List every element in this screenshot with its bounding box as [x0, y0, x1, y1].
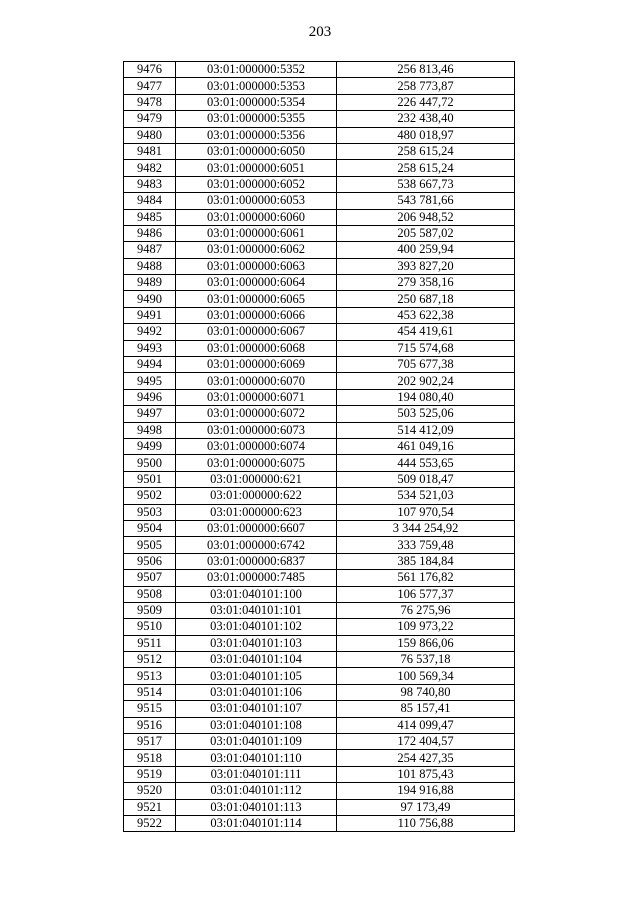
row-number-cell: 9515 — [124, 701, 176, 717]
cadastral-number-cell: 03:01:040101:106 — [176, 684, 337, 700]
row-number-cell: 9509 — [124, 602, 176, 618]
table-row — [124, 291, 515, 307]
cadastral-value-cell: 258 615,24 — [337, 160, 515, 176]
row-number-cell: 9505 — [124, 537, 176, 553]
row-number-cell: 9513 — [124, 668, 176, 684]
cadastral-number-cell: 03:01:000000:6053 — [176, 193, 337, 209]
cadastral-number-cell: 03:01:000000:6075 — [176, 455, 337, 471]
row-number-cell: 9503 — [124, 504, 176, 520]
table-row — [124, 94, 515, 110]
row-number-cell: 9488 — [124, 258, 176, 274]
table-row — [124, 438, 515, 454]
table-row — [124, 127, 515, 143]
table-row — [124, 635, 515, 651]
row-number-cell: 9490 — [124, 291, 176, 307]
cadastral-number-cell: 03:01:040101:103 — [176, 635, 337, 651]
cadastral-number-cell: 03:01:000000:6065 — [176, 291, 337, 307]
table-row — [124, 406, 515, 422]
table-row — [124, 111, 515, 127]
row-number-cell: 9491 — [124, 307, 176, 323]
table-row — [124, 422, 515, 438]
cadastral-number-cell: 03:01:040101:112 — [176, 783, 337, 799]
cadastral-value-cell: 414 099,47 — [337, 717, 515, 733]
cadastral-value-cell: 101 875,43 — [337, 766, 515, 782]
cadastral-value-cell: 715 574,68 — [337, 340, 515, 356]
row-number-cell: 9518 — [124, 750, 176, 766]
cadastral-value-cell: 194 080,40 — [337, 389, 515, 405]
cadastral-number-cell: 03:01:000000:6067 — [176, 324, 337, 340]
cadastral-number-cell: 03:01:000000:6607 — [176, 520, 337, 536]
cadastral-value-cell: 172 404,57 — [337, 734, 515, 750]
row-number-cell: 9483 — [124, 176, 176, 192]
row-number-cell: 9504 — [124, 520, 176, 536]
cadastral-number-cell: 03:01:000000:6742 — [176, 537, 337, 553]
cadastral-number-cell: 03:01:040101:113 — [176, 799, 337, 815]
cadastral-number-cell: 03:01:040101:107 — [176, 701, 337, 717]
cadastral-value-cell: 76 537,18 — [337, 652, 515, 668]
row-number-cell: 9484 — [124, 193, 176, 209]
table-row — [124, 734, 515, 750]
cadastral-value-cell: 232 438,40 — [337, 111, 515, 127]
cadastral-value-cell: 109 973,22 — [337, 619, 515, 635]
cadastral-value-cell: 202 902,24 — [337, 373, 515, 389]
cadastral-number-cell: 03:01:040101:104 — [176, 652, 337, 668]
cadastral-number-cell: 03:01:000000:6072 — [176, 406, 337, 422]
row-number-cell: 9493 — [124, 340, 176, 356]
row-number-cell: 9507 — [124, 570, 176, 586]
table-row — [124, 799, 515, 815]
row-number-cell: 9522 — [124, 815, 176, 831]
cadastral-value-cell: 256 813,46 — [337, 62, 515, 78]
cadastral-value-cell: 461 049,16 — [337, 438, 515, 454]
cadastral-number-cell: 03:01:000000:6066 — [176, 307, 337, 323]
table-row — [124, 324, 515, 340]
cadastral-value-cell: 206 948,52 — [337, 209, 515, 225]
cadastral-value-cell: 205 587,02 — [337, 225, 515, 241]
table-row — [124, 783, 515, 799]
cadastral-value-cell: 705 677,38 — [337, 357, 515, 373]
cadastral-value-cell: 480 018,97 — [337, 127, 515, 143]
cadastral-number-cell: 03:01:000000:5356 — [176, 127, 337, 143]
row-number-cell: 9478 — [124, 94, 176, 110]
cadastral-value-cell: 76 275,96 — [337, 602, 515, 618]
cadastral-value-cell: 85 157,41 — [337, 701, 515, 717]
row-number-cell: 9496 — [124, 389, 176, 405]
cadastral-number-cell: 03:01:040101:110 — [176, 750, 337, 766]
cadastral-value-cell: 444 553,65 — [337, 455, 515, 471]
cadastral-number-cell: 03:01:040101:101 — [176, 602, 337, 618]
cadastral-number-cell: 03:01:000000:6069 — [176, 357, 337, 373]
cadastral-value-cell: 110 756,88 — [337, 815, 515, 831]
cadastral-number-cell: 03:01:000000:6060 — [176, 209, 337, 225]
row-number-cell: 9500 — [124, 455, 176, 471]
cadastral-number-cell: 03:01:000000:6050 — [176, 143, 337, 159]
cadastral-value-cell: 509 018,47 — [337, 471, 515, 487]
row-number-cell: 9487 — [124, 242, 176, 258]
table-row — [124, 209, 515, 225]
table-row — [124, 143, 515, 159]
row-number-cell: 9508 — [124, 586, 176, 602]
cadastral-number-cell: 03:01:000000:622 — [176, 488, 337, 504]
table-row — [124, 668, 515, 684]
cadastral-number-cell: 03:01:000000:5352 — [176, 62, 337, 78]
cadastral-value-cell: 3 344 254,92 — [337, 520, 515, 536]
row-number-cell: 9481 — [124, 143, 176, 159]
cadastral-number-cell: 03:01:040101:100 — [176, 586, 337, 602]
cadastral-value-cell: 538 667,73 — [337, 176, 515, 192]
cadastral-number-cell: 03:01:000000:7485 — [176, 570, 337, 586]
table-row — [124, 307, 515, 323]
cadastral-value-cell: 100 569,34 — [337, 668, 515, 684]
row-number-cell: 9497 — [124, 406, 176, 422]
table-row — [124, 258, 515, 274]
table-row — [124, 684, 515, 700]
cadastral-value-cell: 400 259,94 — [337, 242, 515, 258]
cadastral-value-cell: 159 866,06 — [337, 635, 515, 651]
table-row — [124, 602, 515, 618]
table-row — [124, 537, 515, 553]
table-row — [124, 815, 515, 831]
table-row — [124, 176, 515, 192]
cadastral-number-cell: 03:01:000000:6068 — [176, 340, 337, 356]
table-row — [124, 488, 515, 504]
table-row — [124, 373, 515, 389]
cadastral-value-cell: 279 358,16 — [337, 275, 515, 291]
row-number-cell: 9498 — [124, 422, 176, 438]
row-number-cell: 9492 — [124, 324, 176, 340]
table-row — [124, 62, 515, 78]
row-number-cell: 9514 — [124, 684, 176, 700]
cadastral-value-cell: 258 773,87 — [337, 78, 515, 94]
cadastral-number-cell: 03:01:040101:114 — [176, 815, 337, 831]
row-number-cell: 9506 — [124, 553, 176, 569]
table-row — [124, 193, 515, 209]
cadastral-number-cell: 03:01:000000:621 — [176, 471, 337, 487]
table-row — [124, 652, 515, 668]
row-number-cell: 9485 — [124, 209, 176, 225]
cadastral-value-cell: 254 427,35 — [337, 750, 515, 766]
table-row — [124, 160, 515, 176]
table-row — [124, 275, 515, 291]
row-number-cell: 9486 — [124, 225, 176, 241]
cadastral-value-cell: 97 173,49 — [337, 799, 515, 815]
cadastral-number-cell: 03:01:040101:108 — [176, 717, 337, 733]
row-number-cell: 9495 — [124, 373, 176, 389]
row-number-cell: 9499 — [124, 438, 176, 454]
row-number-cell: 9480 — [124, 127, 176, 143]
table-row — [124, 225, 515, 241]
cadastral-number-cell: 03:01:000000:5354 — [176, 94, 337, 110]
table-row — [124, 553, 515, 569]
cadastral-number-cell: 03:01:000000:6062 — [176, 242, 337, 258]
cadastral-number-cell: 03:01:000000:5355 — [176, 111, 337, 127]
cadastral-number-cell: 03:01:000000:623 — [176, 504, 337, 520]
cadastral-number-cell: 03:01:040101:102 — [176, 619, 337, 635]
table-row — [124, 504, 515, 520]
row-number-cell: 9477 — [124, 78, 176, 94]
row-number-cell: 9479 — [124, 111, 176, 127]
row-number-cell: 9512 — [124, 652, 176, 668]
table-row — [124, 570, 515, 586]
cadastral-value-cell: 226 447,72 — [337, 94, 515, 110]
cadastral-value-cell: 453 622,38 — [337, 307, 515, 323]
cadastral-number-cell: 03:01:000000:5353 — [176, 78, 337, 94]
cadastral-value-cell: 503 525,06 — [337, 406, 515, 422]
cadastral-value-cell: 454 419,61 — [337, 324, 515, 340]
page-number: 203 — [308, 24, 332, 40]
row-number-cell: 9476 — [124, 62, 176, 78]
table-row — [124, 78, 515, 94]
row-number-cell: 9501 — [124, 471, 176, 487]
cadastral-value-cell: 534 521,03 — [337, 488, 515, 504]
row-number-cell: 9510 — [124, 619, 176, 635]
cadastral-number-cell: 03:01:000000:6063 — [176, 258, 337, 274]
cadastral-value-cell: 333 759,48 — [337, 537, 515, 553]
cadastral-number-cell: 03:01:040101:105 — [176, 668, 337, 684]
row-number-cell: 9516 — [124, 717, 176, 733]
cadastral-number-cell: 03:01:000000:6070 — [176, 373, 337, 389]
cadastral-value-table — [123, 61, 515, 832]
table-row — [124, 701, 515, 717]
table-row — [124, 520, 515, 536]
cadastral-number-cell: 03:01:000000:6074 — [176, 438, 337, 454]
cadastral-number-cell: 03:01:000000:6051 — [176, 160, 337, 176]
cadastral-number-cell: 03:01:000000:6061 — [176, 225, 337, 241]
cadastral-value-cell: 194 916,88 — [337, 783, 515, 799]
table-row — [124, 357, 515, 373]
cadastral-value-cell: 107 970,54 — [337, 504, 515, 520]
cadastral-number-cell: 03:01:040101:109 — [176, 734, 337, 750]
table-row — [124, 471, 515, 487]
row-number-cell: 9519 — [124, 766, 176, 782]
cadastral-value-cell: 106 577,37 — [337, 586, 515, 602]
cadastral-number-cell: 03:01:000000:6073 — [176, 422, 337, 438]
cadastral-number-cell: 03:01:040101:111 — [176, 766, 337, 782]
table-body — [124, 62, 515, 832]
cadastral-value-cell: 514 412,09 — [337, 422, 515, 438]
row-number-cell: 9521 — [124, 799, 176, 815]
row-number-cell: 9494 — [124, 357, 176, 373]
cadastral-value-cell: 250 687,18 — [337, 291, 515, 307]
cadastral-value-cell: 393 827,20 — [337, 258, 515, 274]
cadastral-number-cell: 03:01:000000:6071 — [176, 389, 337, 405]
cadastral-value-cell: 385 184,84 — [337, 553, 515, 569]
cadastral-number-cell: 03:01:000000:6064 — [176, 275, 337, 291]
row-number-cell: 9489 — [124, 275, 176, 291]
table-row — [124, 340, 515, 356]
table-row — [124, 242, 515, 258]
table-row — [124, 750, 515, 766]
cadastral-value-cell: 98 740,80 — [337, 684, 515, 700]
cadastral-value-cell: 543 781,66 — [337, 193, 515, 209]
table-row — [124, 619, 515, 635]
cadastral-number-cell: 03:01:000000:6052 — [176, 176, 337, 192]
row-number-cell: 9511 — [124, 635, 176, 651]
row-number-cell: 9517 — [124, 734, 176, 750]
table-row — [124, 455, 515, 471]
cadastral-value-cell: 258 615,24 — [337, 143, 515, 159]
table-row — [124, 717, 515, 733]
cadastral-number-cell: 03:01:000000:6837 — [176, 553, 337, 569]
cadastral-value-cell: 561 176,82 — [337, 570, 515, 586]
table-row — [124, 586, 515, 602]
table-row — [124, 766, 515, 782]
table-row — [124, 389, 515, 405]
row-number-cell: 9520 — [124, 783, 176, 799]
row-number-cell: 9502 — [124, 488, 176, 504]
row-number-cell: 9482 — [124, 160, 176, 176]
